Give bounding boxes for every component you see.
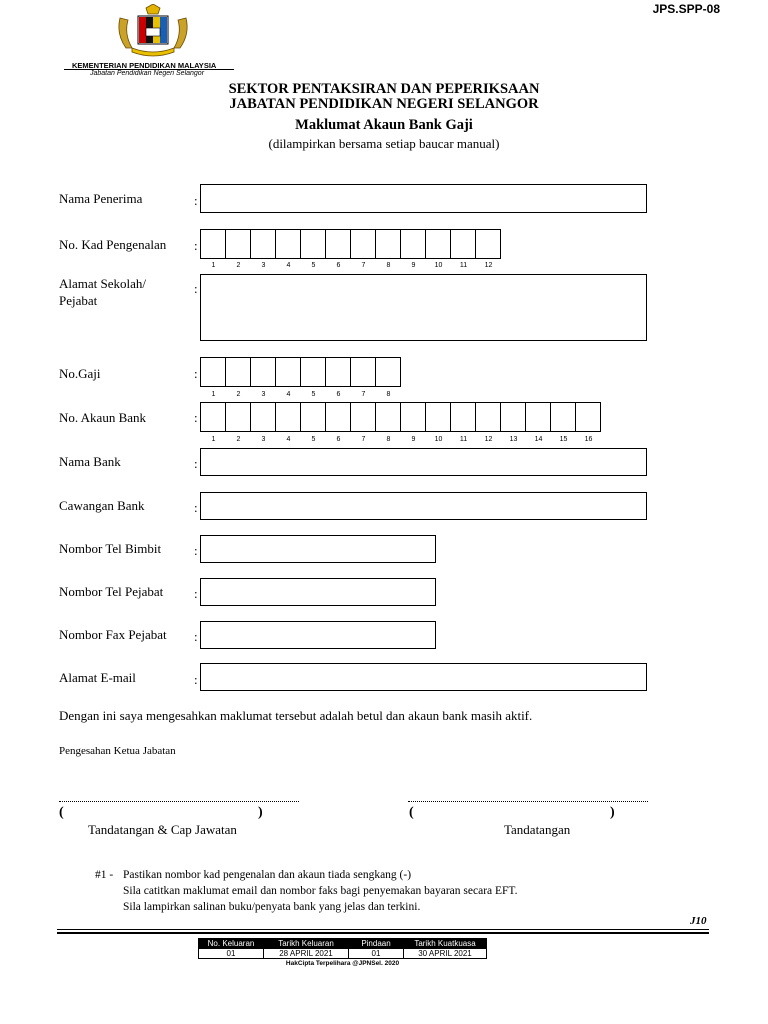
label-alamat-2: Pejabat	[59, 293, 98, 308]
digit-cell[interactable]	[375, 229, 401, 259]
footer-header: Tarikh Keluaran	[264, 939, 349, 949]
digit-number: 5	[311, 436, 316, 443]
digit-number: 11	[459, 262, 468, 269]
digit-cell[interactable]	[300, 402, 326, 432]
colon: :	[194, 238, 198, 253]
digit-cell[interactable]	[350, 357, 376, 387]
label-akaun-bank: No. Akaun Bank	[59, 410, 147, 425]
label-tel-pejabat: Nombor Tel Pejabat	[59, 584, 164, 599]
label-email: Alamat E-mail	[59, 670, 136, 685]
digit-number: 14	[534, 436, 543, 443]
colon: :	[194, 629, 198, 644]
paren-close-right: )	[610, 805, 615, 820]
footer-rule-top	[57, 929, 709, 930]
label-fax-pejabat: Nombor Fax Pejabat	[59, 627, 167, 642]
sign-right-label: Tandatangan	[504, 822, 571, 837]
digit-number: 4	[286, 391, 291, 398]
note-line1: Pastikan nombor kad pengenalan dan akaun tiada sengkang (-)	[123, 869, 412, 881]
digit-cell[interactable]	[575, 402, 601, 432]
colon: :	[194, 410, 198, 425]
digit-number: 6	[336, 391, 341, 398]
digit-cell[interactable]	[525, 402, 551, 432]
digit-number: 2	[236, 262, 241, 269]
digit-number: 16	[584, 436, 593, 443]
label-nama-bank: Nama Bank	[59, 454, 121, 469]
doc-code: JPS.SPP-08	[652, 2, 720, 16]
pengesahan-label: Pengesahan Ketua Jabatan	[59, 745, 176, 757]
colon: :	[194, 281, 198, 296]
akaun-bank-cells[interactable]	[200, 402, 601, 432]
cawangan-bank-field[interactable]	[200, 492, 647, 520]
digit-cell[interactable]	[300, 229, 326, 259]
digit-cell[interactable]	[250, 357, 276, 387]
digit-number: 3	[261, 262, 266, 269]
digit-cell[interactable]	[450, 229, 476, 259]
digit-number: 13	[509, 436, 518, 443]
digit-number: 7	[361, 436, 366, 443]
digit-cell[interactable]	[350, 229, 376, 259]
ic-digit-numbers	[201, 262, 501, 269]
digit-number: 10	[434, 436, 443, 443]
digit-cell[interactable]	[300, 357, 326, 387]
digit-number: 9	[411, 436, 416, 443]
digit-number: 1	[211, 436, 216, 443]
digit-cell[interactable]	[425, 229, 451, 259]
digit-cell[interactable]	[200, 357, 226, 387]
digit-cell[interactable]	[275, 402, 301, 432]
copyright-text: HakCipta Terpelihara @JPNSel. 2020	[285, 960, 400, 967]
digit-number: 11	[459, 436, 468, 443]
paren-open-left: (	[59, 805, 64, 820]
paren-open-right: (	[409, 805, 414, 820]
tel-pejabat-field[interactable]	[200, 578, 436, 606]
email-field[interactable]	[200, 663, 647, 691]
digit-cell[interactable]	[325, 229, 351, 259]
digit-number: 6	[336, 262, 341, 269]
digit-number: 4	[286, 436, 291, 443]
department-name: Jabatan Pendidikan Negeri Selangor	[90, 70, 205, 77]
ic-number-cells[interactable]	[200, 229, 501, 259]
label-nama-penerima: Nama Penerima	[59, 191, 143, 206]
declaration-text: Dengan ini saya mengesahkan maklumat tersebut adalah betul dan akaun bank masih aktif.	[59, 708, 533, 723]
header-line2: JABATAN PENDIDIKAN NEGERI SELANGOR	[229, 96, 539, 112]
colon: :	[194, 500, 198, 515]
footer-value: 01	[349, 949, 404, 959]
digit-number: 12	[484, 436, 493, 443]
digit-number: 4	[286, 262, 291, 269]
digit-number: 8	[386, 262, 391, 269]
digit-number: 1	[211, 391, 216, 398]
coat-of-arms-logo	[112, 4, 194, 60]
footer-value: 01	[199, 949, 264, 959]
digit-cell[interactable]	[225, 357, 251, 387]
signature-line-left[interactable]	[59, 801, 299, 802]
digit-cell[interactable]	[425, 402, 451, 432]
digit-number: 9	[411, 262, 416, 269]
digit-number: 5	[311, 391, 316, 398]
digit-cell[interactable]	[275, 229, 301, 259]
digit-cell[interactable]	[500, 402, 526, 432]
colon: :	[194, 366, 198, 381]
digit-cell[interactable]	[400, 402, 426, 432]
signature-line-right[interactable]	[408, 801, 648, 802]
footer-value: 28 APRIL 2021	[264, 949, 349, 959]
digit-number: 15	[559, 436, 568, 443]
note-line2: Sila catitkan maklumat email dan nombor faks bagi penyemakan bayaran secara EFT.	[123, 885, 518, 897]
digit-cell[interactable]	[325, 402, 351, 432]
digit-cell[interactable]	[475, 229, 501, 259]
form-title: Maklumat Akaun Bank Gaji	[295, 117, 473, 133]
digit-cell[interactable]	[350, 402, 376, 432]
footer-value: 30 APRIL 2021	[404, 949, 487, 959]
label-no-gaji: No.Gaji	[59, 366, 101, 381]
digit-cell[interactable]	[250, 229, 276, 259]
label-tel-bimbit: Nombor Tel Bimbit	[59, 541, 162, 556]
digit-cell[interactable]	[200, 229, 226, 259]
colon: :	[194, 586, 198, 601]
label-alamat-1: Alamat Sekolah/	[59, 276, 147, 291]
colon: :	[194, 543, 198, 558]
digit-number: 8	[386, 436, 391, 443]
digit-cell[interactable]	[275, 357, 301, 387]
digit-cell[interactable]	[475, 402, 501, 432]
fax-pejabat-field[interactable]	[200, 621, 436, 649]
digit-cell[interactable]	[550, 402, 576, 432]
footer-header: No. Keluaran	[199, 939, 264, 949]
digit-number: 12	[484, 262, 493, 269]
digit-number: 3	[261, 391, 266, 398]
digit-cell[interactable]	[375, 357, 401, 387]
digit-cell[interactable]	[400, 229, 426, 259]
colon: :	[194, 456, 198, 471]
no-gaji-cells[interactable]	[200, 357, 401, 387]
footer-header: Pindaan	[349, 939, 404, 949]
ministry-name: KEMENTERIAN PENDIDIKAN MALAYSIA	[72, 61, 217, 70]
header-line1: SEKTOR PENTAKSIRAN DAN PEPERIKSAAN	[228, 81, 540, 97]
note-marker: #1 -	[95, 869, 114, 881]
digit-cell[interactable]	[250, 402, 276, 432]
digit-number: 7	[361, 391, 366, 398]
tel-bimbit-field[interactable]	[200, 535, 436, 563]
digit-number: 5	[311, 262, 316, 269]
alamat-field[interactable]	[200, 274, 647, 341]
digit-cell[interactable]	[225, 402, 251, 432]
revision-table	[198, 938, 487, 968]
colon: :	[194, 193, 198, 208]
digit-number: 3	[261, 436, 266, 443]
digit-cell[interactable]	[325, 357, 351, 387]
footer-header: Tarikh Kuatkuasa	[404, 939, 487, 949]
paren-close-left: )	[258, 805, 263, 820]
page-code: J10	[690, 915, 707, 927]
akaun-digit-numbers	[201, 436, 601, 443]
digit-number: 6	[336, 436, 341, 443]
label-kad-pengenalan: No. Kad Pengenalan	[59, 237, 167, 252]
footer-rule-bottom	[57, 932, 709, 934]
digit-cell[interactable]	[200, 402, 226, 432]
digit-cell[interactable]	[450, 402, 476, 432]
digit-cell[interactable]	[225, 229, 251, 259]
digit-number: 2	[236, 391, 241, 398]
note-line3: Sila lampirkan salinan buku/penyata bank yang jelas dan terkini.	[123, 901, 421, 913]
digit-number: 10	[434, 262, 443, 269]
nama-penerima-field[interactable]	[200, 184, 647, 213]
digit-number: 7	[361, 262, 366, 269]
form-subtitle: (dilampirkan bersama setiap baucar manual)	[268, 136, 500, 151]
sign-left-label: Tandatangan & Cap Jawatan	[88, 822, 237, 837]
gaji-digit-numbers	[201, 391, 401, 398]
colon: :	[194, 672, 198, 687]
label-cawangan-bank: Cawangan Bank	[59, 498, 145, 513]
digit-cell[interactable]	[375, 402, 401, 432]
nama-bank-field[interactable]	[200, 448, 647, 476]
digit-number: 2	[236, 436, 241, 443]
digit-number: 8	[386, 391, 391, 398]
digit-number: 1	[211, 262, 216, 269]
